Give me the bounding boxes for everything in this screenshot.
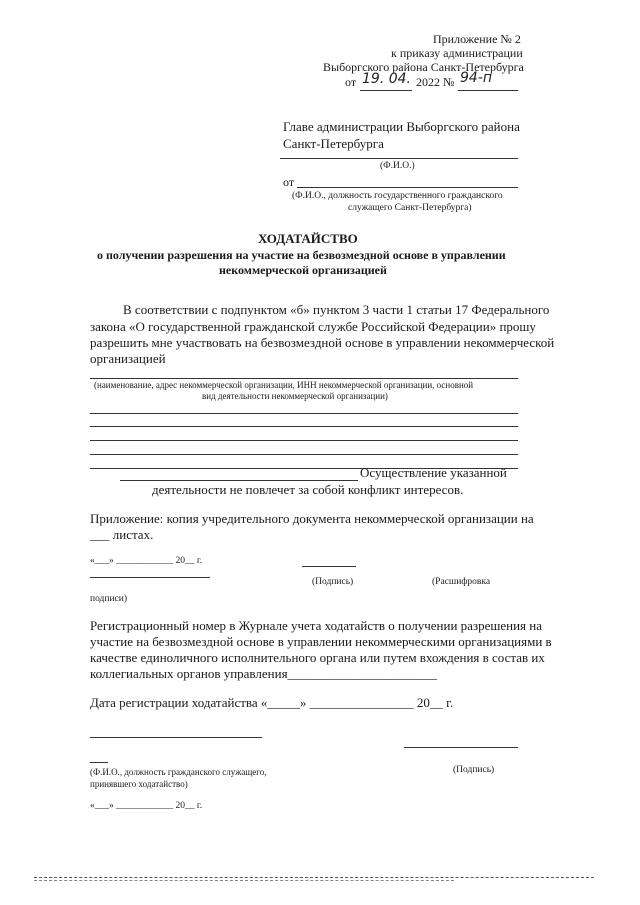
attachment-line2: ___ листах. <box>90 527 154 542</box>
org-line-1 <box>90 378 518 379</box>
signature1-decode-caption: (Расшифровка <box>432 577 491 587</box>
header-line1: Приложение № 2 <box>433 32 521 46</box>
addressee-fio-caption: (Ф.И.О.) <box>380 161 415 171</box>
signature2-fio-caption-2: принявшего ходатайство) <box>90 779 188 789</box>
org-line-4 <box>90 440 518 441</box>
signature1-line-left <box>90 577 210 578</box>
signature2-sign-line <box>404 747 518 748</box>
header-number-handwritten: 94-п <box>460 70 493 86</box>
org-caption-1: (наименование, адрес некоммерческой организации, ИНН некоммерческой организации, основной <box>94 380 474 390</box>
registration-line1: Регистрационный номер в Журнале учета ходатайств о получении разрешения на <box>90 618 543 633</box>
header-date-underline <box>360 90 412 91</box>
org-line-7 <box>120 480 358 481</box>
body-p1-line2: закона «О государственной гражданской службе Российской Федерации» прошу <box>90 319 536 334</box>
header-year-no: 2022 № <box>416 75 455 89</box>
addressee-fio-line <box>280 158 518 159</box>
addressee-from-line <box>297 187 518 188</box>
header-from-label: от <box>345 75 357 89</box>
addressee-line2: Санкт-Петербурга <box>283 136 384 151</box>
title-main: ХОДАТАЙСТВО <box>258 231 358 246</box>
signature2-date: «___» ____________ 20__ г. <box>90 801 203 811</box>
registration-line4: коллегиальных органов управления_______________________ <box>90 666 438 681</box>
title-sub2: некоммерческой организацией <box>219 263 387 277</box>
signature1-sign-caption: (Подпись) <box>312 577 354 587</box>
body-p1-line1: В соответствии с подпунктом «б» пунктом 3 части 1 статьи 17 Федерального <box>123 302 550 317</box>
header-number-underline <box>458 90 518 91</box>
org-line-3 <box>90 426 518 427</box>
addressee-from-caption-2: служащего Санкт-Петербурга) <box>348 203 472 213</box>
signature1-sign-line <box>302 566 356 567</box>
addressee-from-label: от <box>283 175 295 189</box>
signature2-short-line <box>90 762 108 763</box>
registration-date-line: Дата регистрации ходатайства «_____» ________________ 20__ г. <box>90 695 454 710</box>
header-line2: к приказу администрации <box>391 46 523 60</box>
body-p1-line3: разрешить мне участвовать на безвозмездной основе в управлении некоммерческой <box>90 335 555 350</box>
org-line-2 <box>90 413 518 414</box>
attachment-line1: Приложение: копия учредительного документа некоммерческой организации на <box>90 511 534 526</box>
org-line-5 <box>90 454 518 455</box>
org-caption-2: вид деятельности некоммерческой организации) <box>202 391 388 401</box>
signature2-fio-line <box>90 737 262 738</box>
bottom-dashed-line <box>34 877 594 878</box>
body-p1-line4: организацией <box>90 351 166 366</box>
signature2-fio-caption-1: (Ф.И.О., должность гражданского служащего, <box>90 767 267 777</box>
title-sub1: о получении разрешения на участие на безвозмездной основе в управлении <box>97 248 506 262</box>
signature1-decode-caption-2: подписи) <box>90 594 128 604</box>
conflict-line1: Осуществление указанной <box>360 465 507 480</box>
header-line3: Выборгского района Санкт-Петербурга <box>323 60 524 74</box>
signature1-date: «___» ____________ 20__ г. <box>90 556 203 566</box>
registration-line3: качестве единоличного исполнительного органа или путем вхождения в состав их <box>90 650 545 665</box>
signature2-sign-caption: (Подпись) <box>453 765 495 775</box>
addressee-line1: Главе администрации Выборгского района <box>283 119 520 134</box>
registration-line2: участие на безвозмездной основе в управлении некоммерческими организациями в <box>90 634 552 649</box>
bottom-dashed-line-2 <box>34 880 454 881</box>
addressee-from-caption-1: (Ф.И.О., должность государственного гражданского <box>292 191 503 201</box>
conflict-line2: деятельности не повлечет за собой конфликт интересов. <box>152 482 464 497</box>
header-date-handwritten: 19. 04. <box>362 71 411 87</box>
